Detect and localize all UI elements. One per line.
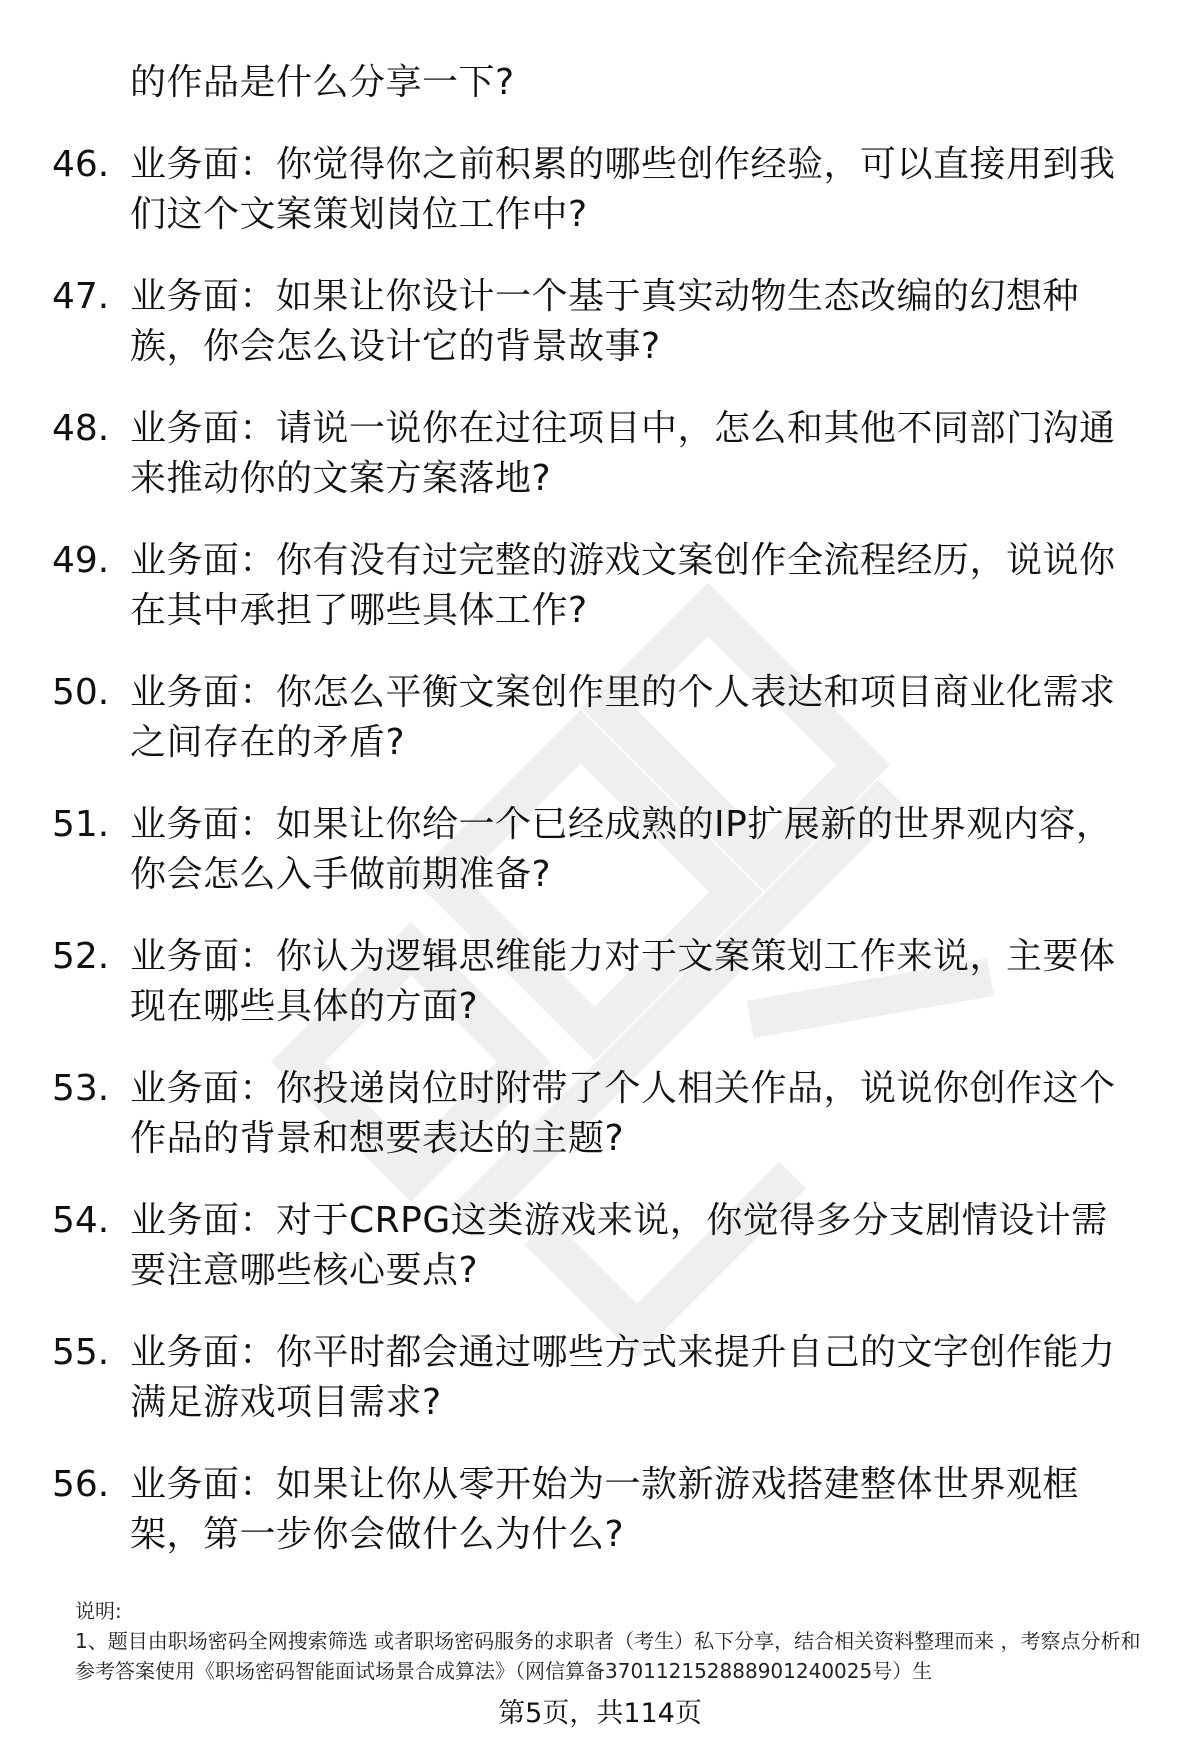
question-number: 46. xyxy=(52,144,110,185)
question-item xyxy=(0,1196,1200,1328)
question-item xyxy=(0,932,1200,1064)
question-item xyxy=(0,404,1200,536)
question-item xyxy=(0,1328,1200,1460)
question-number: 47. xyxy=(52,276,110,317)
question-text: 业务面：如果让你设计一个基于真实动物生态改编的幻想种族，你会怎么设计它的背景故事? xyxy=(130,276,1080,367)
question-text: 业务面：你有没有过完整的游戏文案创作全流程经历，说说你在其中承担了哪些具体工作? xyxy=(130,540,1116,631)
note-body: 1、题目由职场密码全网搜索筛选 或者职场密码服务的求职者（考生）私下分享，结合相关资料整理而来 ，考察点分析和参考答案使用《职场密码智能面试场景合成算法》（网信算备370112152888901240025号）生 xyxy=(75,1629,1141,1683)
question-number: 49. xyxy=(52,540,110,581)
question-text: 业务面：对于CRPG这类游戏来说，你觉得多分支剧情设计需要注意哪些核心要点? xyxy=(130,1200,1108,1291)
question-number: 55. xyxy=(52,1332,110,1373)
question-text: 业务面：你怎么平衡文案创作里的个人表达和项目商业化需求之间存在的矛盾? xyxy=(130,672,1116,763)
question-item xyxy=(0,536,1200,668)
question-text: 业务面：请说一说你在过往项目中，怎么和其他不同部门沟通来推动你的文案方案落地? xyxy=(130,408,1116,499)
question-text: 业务面：如果让你从零开始为一款新游戏搭建整体世界观框架，第一步你会做什么为什么? xyxy=(130,1464,1080,1555)
question-text: 业务面：你觉得你之前积累的哪些创作经验，可以直接用到我们这个文案策划岗位工作中? xyxy=(130,144,1116,235)
note-heading: 说明: xyxy=(75,1599,122,1623)
question-item xyxy=(0,272,1200,404)
question-item xyxy=(0,800,1200,932)
question-item xyxy=(0,140,1200,272)
question-number: 54. xyxy=(52,1200,110,1241)
question-text: 业务面：你认为逻辑思维能力对于文案策划工作来说，主要体现在哪些具体的方面? xyxy=(130,936,1116,1027)
question-number: 48. xyxy=(52,408,110,449)
continuation-text: 的作品是什么分享一下? xyxy=(130,62,515,103)
page-number-footer: 第5页，共114页 xyxy=(498,1698,702,1729)
question-text: 业务面：如果让你给一个已经成熟的IP扩展新的世界观内容，你会怎么入手做前期准备? xyxy=(130,804,1113,895)
question-item xyxy=(0,1064,1200,1196)
question-number: 50. xyxy=(52,672,110,713)
question-number: 51. xyxy=(52,804,110,845)
question-item xyxy=(0,1460,1200,1592)
question-number: 56. xyxy=(52,1464,110,1505)
question-item xyxy=(0,668,1200,800)
question-text: 业务面：你投递岗位时附带了个人相关作品，说说你创作这个作品的背景和想要表达的主题? xyxy=(130,1068,1116,1159)
disclaimer-note xyxy=(75,1596,1160,1686)
question-number: 52. xyxy=(52,936,110,977)
question-text: 业务面：你平时都会通过哪些方式来提升自己的文字创作能力满足游戏项目需求? xyxy=(130,1332,1116,1423)
question-list xyxy=(0,140,1200,1592)
question-number: 53. xyxy=(52,1068,110,1109)
